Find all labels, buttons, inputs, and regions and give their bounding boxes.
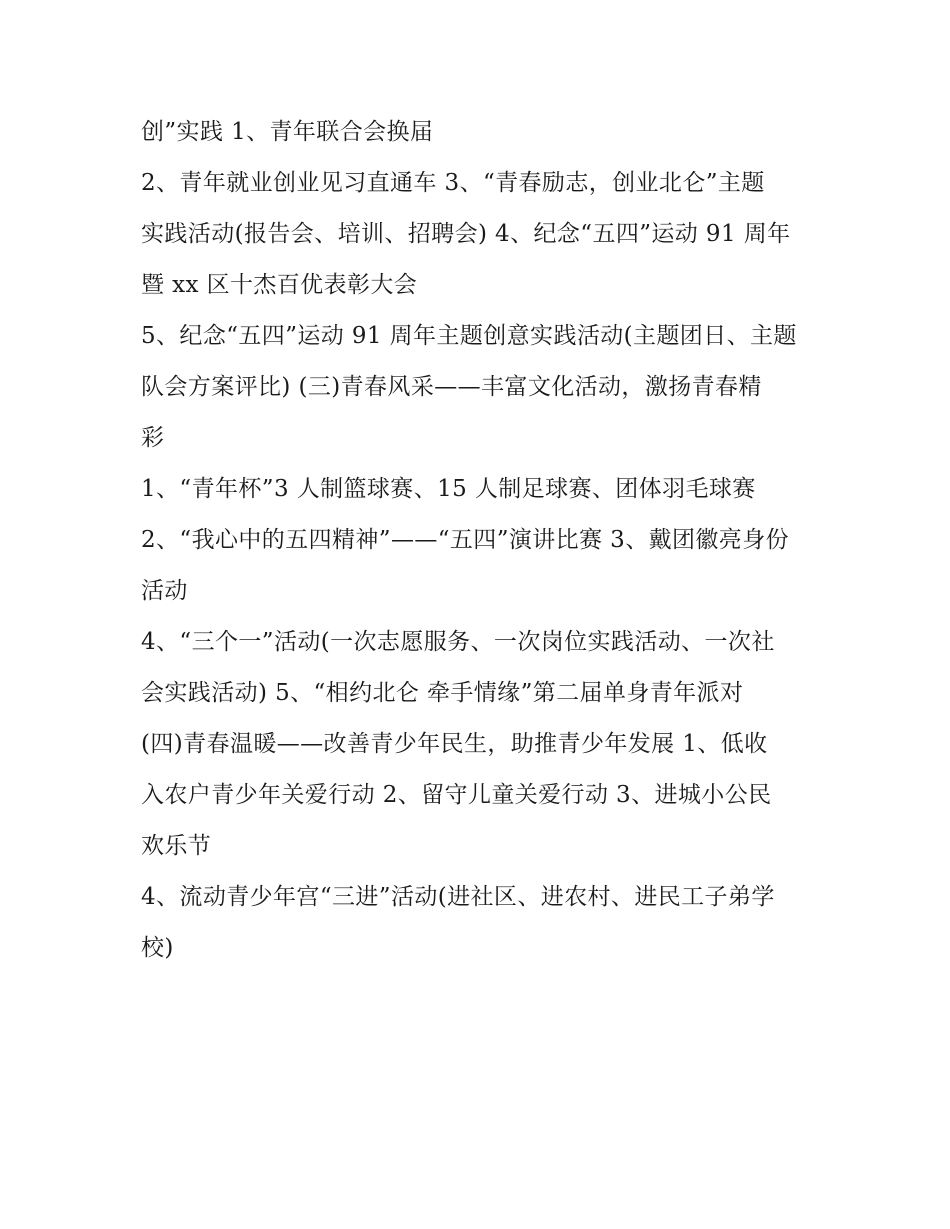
text-line-13: (四)青春温暖——改善青少年民生，助推青少年发展 1、低收 — [141, 731, 768, 757]
text-line-14: 入农户青少年关爱行动 2、留守儿童关爱行动 3、进城小公民 — [141, 782, 772, 808]
text-line-9: 2、“我心中的五四精神”——“五四”演讲比赛 3、戴团徽亮身份 — [141, 527, 790, 553]
text-line-6: 队会方案评比) (三)青春风采——丰富文化活动，激扬青春精 — [141, 374, 762, 400]
text-line-16: 4、流动青少年宫“三进”活动(进社区、进农村、进民工子弟学 — [141, 884, 775, 910]
text-line-17: 校) — [141, 935, 174, 961]
text-line-2: 2、青年就业创业见习直通车 3、“青春励志，创业北仑”主题 — [141, 170, 765, 196]
text-line-3: 实践活动(报告会、培训、招聘会) 4、纪念“五四”运动 91 周年 — [141, 221, 791, 247]
document-body — [141, 107, 831, 974]
text-line-8: 1、“青年杯”3 人制篮球赛、15 人制足球赛、团体羽毛球赛 — [141, 476, 756, 502]
text-line-4: 暨 xx 区十杰百优表彰大会 — [141, 272, 418, 298]
text-line-7: 彩 — [141, 425, 165, 451]
text-line-11: 4、“三个一”活动(一次志愿服务、一次岗位实践活动、一次社 — [141, 629, 775, 655]
text-line-15: 欢乐节 — [141, 833, 212, 859]
text-line-10: 活动 — [141, 578, 188, 604]
text-line-5: 5、纪念“五四”运动 91 周年主题创意实践活动(主题团日、主题 — [141, 323, 797, 349]
text-line-12: 会实践活动) 5、“相约北仑 牵手情缘”第二届单身青年派对 — [141, 680, 744, 706]
text-line-1: 创”实践 1、青年联合会换届 — [141, 119, 434, 145]
